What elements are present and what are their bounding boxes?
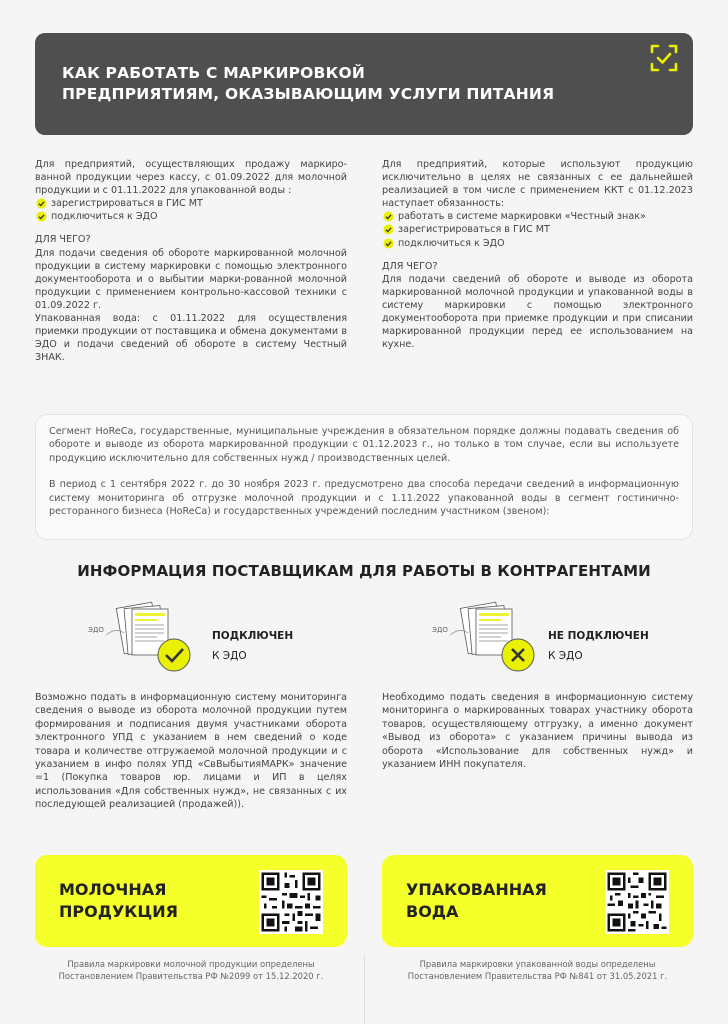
list-item — [35, 210, 347, 223]
packaged-water-label-line-1: УПАКОВАННАЯ — [406, 880, 547, 899]
milk-footnote-line-2: Постановлением Правительства РФ №2099 от 15.12.2020 г. — [58, 971, 324, 981]
left-checklist — [35, 197, 347, 223]
not-connected-status-line-1: НЕ ПОДКЛЮЧЕН — [548, 630, 649, 642]
list-item — [382, 237, 693, 250]
list-item-label: зарегистрироваться в ГИС МТ — [398, 224, 550, 236]
check-icon — [383, 238, 394, 249]
milk-footnote-line-1: Правила маркировки молочной продукции определены — [67, 959, 315, 969]
notice-box — [35, 414, 693, 540]
list-item — [382, 210, 693, 223]
page-title-line-1: КАК РАБОТАТЬ С МАРКИРОВКОЙ — [62, 64, 365, 82]
left-intro: Для предприятий, осуществляющих продажу маркиро-ванной продукции через кассу, с 01.09.2022 для молочной продукции и с 01.11.2022 для упакованной воды : — [35, 159, 347, 197]
water-footnote — [382, 958, 693, 982]
connected-description: Возможно подать в информационную систему мониторинга сведения о выводе из оборота молочной продукции путем формирования и подписания двумя участниками оборота электронного УПД с указанием в нем сведений о коде товара и количестве отгружаемой молочной продукции и с указанием в инфо полях УПД «СвВыбытияМАРК» значение =1 (Покупка товаров юр. лицами и ИП в целях использования «Для собственных нужд», не связанных с их последующей реализацией (продажей)). — [35, 692, 347, 811]
check-icon — [36, 198, 47, 209]
qr-code-icon[interactable] — [259, 870, 323, 934]
right-why-text: Для подачи сведений об обороте и выводе из оборота маркированной молочной продукции и упакованной воды в систему маркировки с помощью электронного документооборота при приемке продукции и при списании маркированной продукции перед ее использованием на кухне. — [382, 273, 693, 351]
milk-products-card — [35, 855, 347, 947]
milk-products-label-line-1: МОЛОЧНАЯ — [59, 880, 167, 899]
packaged-water-card — [382, 855, 693, 947]
right-intro: Для предприятий, которые используют продукцию исключительно в целях не связанных с ее дальнейшей реализацией в том числе с применением ККТ с 01.12.2023 наступает обязанность: — [382, 159, 693, 210]
right-column — [382, 158, 693, 351]
footnote-divider — [364, 955, 365, 1024]
scan-check-icon — [649, 43, 679, 73]
right-checklist — [382, 210, 693, 249]
water-footnote-line-1: Правила маркировки упакованной воды определены — [419, 959, 656, 969]
list-item-label: зарегистрироваться в ГИС МТ — [51, 198, 203, 210]
not-connected-description: Необходимо подать сведения в информационную систему мониторинга о маркированных товарах участнику оборота товаров, осуществляющему отгрузку, а именно документ «Вывод из оборота» с указанием причины вывода из оборота «Использование для собственных нужд» и указанием ИНН покупателя. — [382, 692, 693, 771]
page-title-line-2: ПРЕДПРИЯТИЯМ, ОКАЗЫВАЮЩИМ УСЛУГИ ПИТАНИЯ — [62, 85, 555, 103]
header-banner — [35, 33, 693, 135]
check-icon — [383, 211, 394, 222]
water-footnote-line-2: Постановлением Правительства РФ №841 от 31.05.2021 г. — [407, 971, 668, 981]
list-item-label: работать в системе маркировки «Честный знак» — [398, 211, 646, 223]
list-item — [35, 197, 347, 210]
not-connected-status-line-2: К ЭДО — [548, 650, 583, 662]
page-title — [62, 63, 554, 105]
notice-paragraph-1: Сегмент HoReCa, государственные, муниципальные учреждения в обязательном порядке должны подавать сведения об обороте и выводе из оборота маркированной продукции с 01.12.2023 г., но только в том случае, если вы используете продукцию исключительно для собственных нужд / производственных целей. — [49, 426, 679, 464]
check-icon — [383, 224, 394, 235]
list-item — [382, 223, 693, 236]
suppliers-title: ИНФОРМАЦИЯ ПОСТАВЩИКАМ ДЛЯ РАБОТЫ В КОНТРАГЕНТАМИ — [77, 562, 651, 580]
connected-status-line-2: К ЭДО — [212, 650, 247, 662]
right-why-heading: ДЛЯ ЧЕГО? — [382, 260, 438, 272]
connected-status-line-1: ПОДКЛЮЧЕН — [212, 630, 294, 642]
edo-documents-cross-illustration — [446, 597, 536, 675]
left-column — [35, 158, 347, 364]
milk-products-label — [59, 879, 178, 923]
packaged-water-label-line-2: ВОДА — [406, 902, 459, 921]
edo-label: ЭДО — [88, 626, 104, 634]
edo-documents-check-illustration — [102, 597, 192, 675]
connected-status — [212, 626, 293, 666]
left-why-text-1: Для подачи сведения об обороте маркированной молочной продукции в систему маркировки с помощью электронного документооборота и о выбытии марки-рованной молочной продукции с применением контрольно-кассовой техники с 01.09.2022 г. — [35, 247, 347, 311]
list-item-label: подключиться к ЭДО — [51, 211, 158, 223]
left-why-text-2: Упакованная вода: с 01.11.2022 для осуществления приемки продукции от поставщика и обмена документами в ЭДО и подачи сведений об обороте в систему Честный ЗНАК. — [35, 313, 347, 364]
qr-code-icon[interactable] — [605, 870, 669, 934]
notice-paragraph-2: В период с 1 сентября 2022 г. до 30 ноября 2023 г. предусмотрено два способа передачи сведений в информационную систему мониторинга об отгрузке молочной продукции и с 1.11.2022 упакованной воды в сегмент гостинично-ресторанного бизнеса (HoReCa) и государственных учреждений последним участником (звеном): — [49, 479, 679, 518]
left-why-heading: ДЛЯ ЧЕГО? — [35, 234, 91, 246]
edo-label: ЭДО — [432, 626, 448, 634]
not-connected-status — [548, 626, 649, 666]
packaged-water-label — [406, 879, 547, 923]
milk-footnote — [35, 958, 347, 982]
list-item-label: подключиться к ЭДО — [398, 237, 505, 249]
check-icon — [36, 211, 47, 222]
milk-products-label-line-2: ПРОДУКЦИЯ — [59, 902, 178, 921]
